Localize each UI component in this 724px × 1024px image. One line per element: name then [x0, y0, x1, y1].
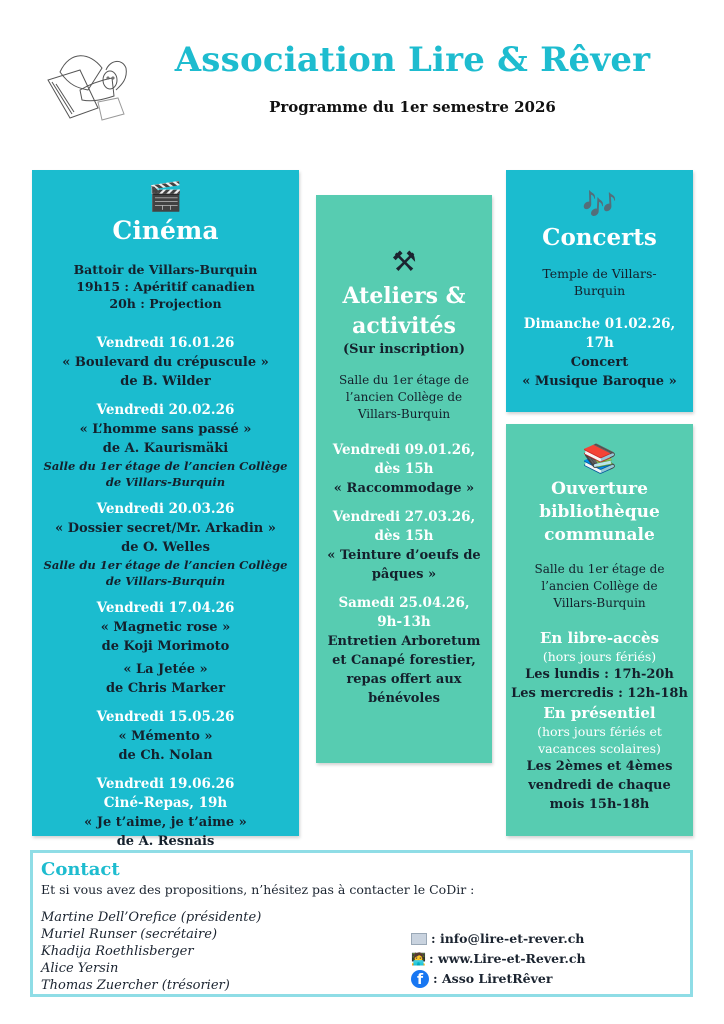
member-name: Martine Dell’Orefice (présidente) [41, 910, 262, 925]
film-director: de A. Resnais [116, 834, 215, 849]
event-date: Dimanche 01.02.26, [523, 316, 676, 332]
member-name: Khadija Roethlisberger [41, 944, 194, 959]
bibliotheque-title-line: bibliothèque [539, 502, 660, 522]
film-director: de Ch. Nolan [118, 748, 213, 763]
cinema-event [32, 708, 299, 765]
presentiel-block [506, 703, 693, 814]
concerts-location: Temple de Villars- [542, 266, 657, 281]
email-text[interactable]: : info@lire-et-rever.ch [431, 931, 585, 946]
contact-section [30, 850, 693, 997]
contact-title: Contact [41, 859, 120, 880]
presentiel-heading: En présentiel [543, 704, 656, 722]
ateliers-subtitle: (Sur inscription) [342, 342, 466, 357]
facebook-icon: f [411, 970, 429, 988]
cinema-info: 19h15 : Apéritif canadien [76, 279, 255, 294]
program-subtitle: Programme du 1er semestre 2026 [269, 98, 556, 116]
opening-hours: vendredi de chaque [528, 778, 671, 793]
event-date: Vendredi 20.03.26 [96, 501, 235, 517]
film-director: de O. Welles [121, 540, 210, 555]
cinema-event [32, 500, 299, 589]
concerts-section [506, 170, 693, 412]
contact-links [411, 929, 586, 989]
website-link[interactable] [411, 949, 586, 969]
film-title: « Dossier secret/Mr. Arkadin » [55, 521, 276, 536]
event-title: « Raccommodage » [333, 481, 475, 496]
event-date: Vendredi 16.01.26 [96, 335, 235, 351]
event-description: repas offert aux [346, 672, 462, 687]
cinema-event [32, 401, 299, 490]
cinema-event [32, 334, 299, 391]
cinema-event [32, 775, 299, 851]
concerts-location: Burquin [573, 283, 626, 298]
event-date: Vendredi 27.03.26, [332, 509, 476, 525]
atelier-event [316, 441, 492, 498]
email-link[interactable] [411, 929, 586, 949]
web-icon: 🧑‍💻 [411, 952, 426, 966]
bibliotheque-location: l’ancien Collège de [541, 579, 658, 593]
event-title: « Musique Baroque » [522, 374, 677, 389]
event-date: Vendredi 15.05.26 [96, 709, 235, 725]
event-date: Vendredi 20.02.26 [96, 402, 235, 418]
ateliers-location: Salle du 1er étage de [339, 373, 469, 387]
concert-event [506, 315, 693, 391]
event-title: Concert [570, 355, 629, 370]
contact-intro: Et si vous avez des propositions, n’hésitez pas à contacter le CoDir : [41, 882, 475, 897]
event-subtitle: Ciné-Repas, 19h [103, 795, 228, 811]
atelier-event [316, 594, 492, 708]
event-time: 9h-13h [377, 614, 431, 630]
cinema-section [32, 170, 299, 849]
event-date: Vendredi 09.01.26, [332, 442, 476, 458]
event-description: et Canapé forestier, [332, 653, 476, 668]
film-director: de Chris Marker [105, 681, 226, 696]
presentiel-note: (hors jours fériés et [537, 724, 662, 739]
event-date: Samedi 25.04.26, [338, 595, 470, 611]
presentiel-note: vacances scolaires) [538, 741, 661, 756]
event-description: Entretien Arboretum [327, 634, 481, 649]
event-date: Vendredi 19.06.26 [96, 776, 235, 792]
event-location-note: de Villars-Burquin [105, 475, 226, 489]
film-title: « Magnetic rose » [100, 620, 231, 635]
concerts-title: Concerts [542, 224, 657, 251]
bibliotheque-location: Villars-Burquin [553, 596, 646, 610]
event-title: « Teinture d’oeufs de [327, 548, 481, 563]
film-title: « Boulevard du crépuscule » [62, 355, 269, 370]
member-name: Alice Yersin [41, 961, 119, 976]
member-name: Muriel Runser (secrétaire) [41, 927, 218, 942]
film-title: « Je t’aime, je t’aime » [84, 815, 247, 830]
ateliers-section [316, 195, 492, 763]
ateliers-title [316, 281, 492, 341]
film-director: de Koji Morimoto [101, 639, 230, 654]
ateliers-title-line: activités [352, 313, 456, 339]
facebook-text[interactable]: : Asso LiretRêver [433, 971, 553, 986]
atelier-event [316, 508, 492, 584]
cinema-event [32, 599, 299, 656]
facebook-link[interactable] [411, 969, 586, 989]
bibliotheque-section [506, 424, 693, 836]
opening-hours: Les lundis : 17h-20h [525, 667, 674, 682]
film-title: « La Jetée » [123, 662, 208, 677]
cinema-event [32, 660, 299, 698]
owl-reading-book-logo [40, 40, 132, 126]
event-time: dès 15h [374, 528, 434, 544]
cinema-title: Cinéma [112, 216, 219, 245]
bibliotheque-title-line: communale [544, 525, 655, 545]
film-director: de A. Kaurismäki [102, 441, 229, 456]
libre-acces-heading: En libre-accès [539, 629, 660, 647]
film-title: « Mémento » [118, 729, 213, 744]
film-director: de B. Wilder [120, 374, 211, 389]
ateliers-location: Villars-Burquin [357, 407, 451, 421]
member-name: Thomas Zuercher (trésorier) [41, 978, 230, 993]
association-title: Association Lire & Rêver [174, 40, 651, 80]
libre-acces-block [506, 628, 693, 703]
opening-hours: Les mercredis : 12h-18h [511, 686, 688, 701]
envelope-icon [411, 933, 427, 945]
ateliers-location: l’ancien Collège de [345, 390, 463, 404]
event-time: dès 15h [374, 461, 434, 477]
event-location-note: Salle du 1er étage de l’ancien Collège [43, 558, 288, 572]
clapperboard-icon: 🎬 [148, 180, 183, 213]
website-text[interactable]: : www.Lire-et-Rever.ch [429, 951, 586, 966]
opening-hours: mois 15h-18h [549, 797, 650, 812]
event-location-note: Salle du 1er étage de l’ancien Collège [43, 459, 288, 473]
opening-hours: Les 2èmes et 4èmes [526, 759, 673, 774]
musical-notes-icon: 🎶 [582, 188, 617, 221]
books-icon: 📚 [582, 442, 617, 475]
committee-members [41, 909, 261, 994]
event-date: Vendredi 17.04.26 [96, 600, 235, 616]
event-title: pâques » [371, 567, 437, 582]
bibliotheque-title [506, 478, 693, 547]
cinema-info: 20h : Projection [109, 296, 222, 311]
bibliotheque-location: Salle du 1er étage de [534, 562, 665, 576]
ateliers-title-line: Ateliers & [342, 283, 466, 309]
hammer-pick-icon: ⚒ [391, 245, 417, 278]
libre-acces-note: (hors jours fériés) [542, 649, 657, 664]
film-title: « L’homme sans passé » [79, 422, 252, 437]
event-location-note: de Villars-Burquin [105, 574, 226, 588]
event-time: 17h [585, 335, 614, 351]
event-description: bénévoles [368, 691, 440, 706]
bibliotheque-title-line: Ouverture [551, 479, 648, 499]
cinema-info: Battoir de Villars-Burquin [73, 262, 258, 277]
